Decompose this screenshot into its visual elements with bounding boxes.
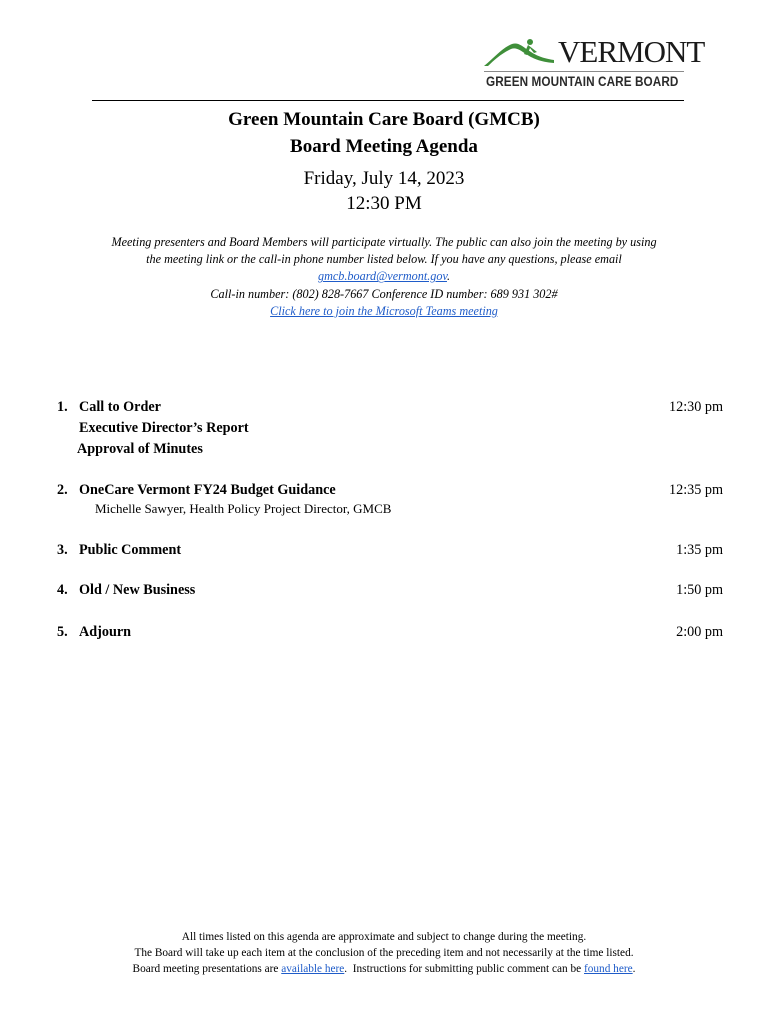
agenda-sub-item: Approval of Minutes	[77, 441, 203, 457]
organization-title: Green Mountain Care Board (GMCB)	[228, 109, 540, 130]
logo-subline: GREEN MOUNTAIN CARE BOARD	[486, 74, 679, 89]
agenda-item-label: Public Comment	[79, 542, 182, 558]
agenda-item-time: 12:30 pm	[669, 399, 723, 415]
footer-text: Board meeting presentations are	[132, 963, 282, 975]
logo-divider	[484, 71, 684, 72]
agenda-item-number: 3.	[57, 542, 68, 558]
agenda-item-number: 5.	[57, 624, 68, 640]
footer-text: . Instructions for submitting public comment can be	[344, 963, 584, 975]
footer-line-1: All times listed on this agenda are approximate and subject to change during the meeting.	[181, 931, 587, 943]
notice-email-line	[60, 268, 708, 285]
agenda-item-time: 2:00 pm	[676, 624, 723, 640]
agenda-item-label: Call to Order	[79, 399, 161, 415]
header-rule	[92, 100, 684, 101]
agenda-sub-item: Executive Director’s Report	[79, 420, 249, 436]
notice-line-2: the meeting link or the call-in phone number listed below. If you have any questions, please email	[146, 252, 622, 267]
agenda-item-time: 1:50 pm	[676, 582, 723, 598]
footer-text: .	[632, 963, 636, 975]
agenda-item-number: 2.	[57, 482, 68, 498]
agenda-item-label: Old / New Business	[79, 582, 196, 598]
public-comment-link[interactable]: found here	[584, 963, 633, 975]
teams-link-line	[60, 303, 708, 320]
agenda-item-label: OneCare Vermont FY24 Budget Guidance	[79, 482, 336, 498]
green-mountain-figure-icon	[484, 38, 560, 68]
call-in-info: Call-in number: (802) 828-7667 Conference ID number: 689 931 302#	[210, 286, 558, 301]
meeting-date: Friday, July 14, 2023	[303, 168, 465, 189]
agenda-item-time: 12:35 pm	[669, 482, 723, 498]
gmcb-logo	[484, 34, 705, 96]
agenda-item-time: 1:35 pm	[676, 542, 723, 558]
notice-line-1: Meeting presenters and Board Members will participate virtually. The public can also join the meeting by using	[111, 235, 657, 249]
logo-wordmark: VERMONT	[558, 34, 705, 69]
email-link[interactable]: gmcb.board@vermont.gov	[317, 269, 447, 284]
teams-meeting-link[interactable]: Click here to join the Microsoft Teams meeting	[270, 303, 498, 318]
agenda-item-label: Adjourn	[79, 624, 132, 640]
footer-line-3	[0, 962, 768, 978]
agenda-item-presenter: Michelle Sawyer, Health Policy Project Director, GMCB	[95, 501, 392, 516]
presentations-link[interactable]: available here	[281, 963, 345, 975]
agenda-item-number: 1.	[57, 399, 68, 415]
participation-notice	[60, 234, 708, 320]
footer-line-2: The Board will take up each item at the conclusion of the preceding item and not necessarily at the time listed.	[134, 947, 634, 959]
meeting-time: 12:30 PM	[346, 193, 422, 214]
agenda-item-number: 4.	[57, 582, 68, 598]
email-suffix: .	[446, 269, 451, 284]
agenda-title: Board Meeting Agenda	[290, 136, 478, 157]
